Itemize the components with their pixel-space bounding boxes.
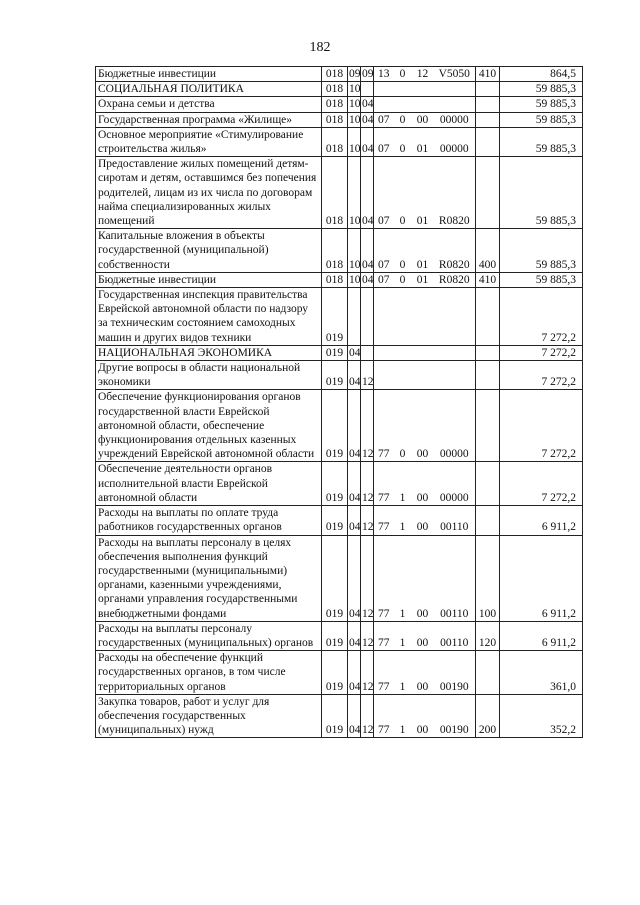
row-code-rz: 10 bbox=[349, 273, 361, 286]
row-code-p1 bbox=[374, 345, 394, 360]
row-code-p2: 1 bbox=[394, 621, 412, 650]
row-code-p3: 00 bbox=[412, 112, 434, 127]
row-code-p2: 1 bbox=[394, 535, 412, 621]
row-code-p2: 1 bbox=[394, 462, 412, 506]
row-amount: 59 885,3 bbox=[500, 272, 583, 287]
row-code-gr: 019 bbox=[322, 288, 348, 346]
row-code-pr: 12 bbox=[361, 651, 374, 695]
row-amount: 7 272,2 bbox=[500, 390, 583, 462]
table-row bbox=[96, 462, 583, 506]
row-code-rz: 04 bbox=[348, 651, 361, 695]
row-code-gr: 018 bbox=[322, 127, 348, 156]
row-code-gr: 019 bbox=[322, 462, 348, 506]
row-amount: 59 885,3 bbox=[500, 127, 583, 156]
row-name: Предоставление жилых помещений детям-сиротам и детям, оставшимся без попечения родителей, лицам из их числа по договорам найма специализированных жилых помещений bbox=[96, 157, 322, 229]
row-code-p3 bbox=[412, 97, 434, 112]
row-code-pr: 12 bbox=[361, 361, 374, 390]
row-amount: 7 272,2 bbox=[500, 361, 583, 390]
row-code-p4: 00000 bbox=[434, 127, 476, 156]
row-code-p4: V5050 bbox=[434, 67, 476, 82]
row-code-p3: 00 bbox=[412, 390, 434, 462]
row-name: Бюджетные инвестиции bbox=[96, 272, 322, 287]
row-code-rz: 10 bbox=[348, 229, 361, 273]
row-code-vr bbox=[476, 506, 500, 535]
table-row bbox=[96, 506, 583, 535]
row-code-rz: 04 bbox=[349, 346, 361, 359]
table-row bbox=[96, 288, 583, 346]
row-code-pr: 12 bbox=[361, 390, 374, 462]
row-code-p4 bbox=[434, 97, 476, 112]
row-code-p2 bbox=[394, 97, 412, 112]
row-code-vr: 410 bbox=[476, 272, 500, 287]
row-code-gr: 019 bbox=[322, 621, 348, 650]
row-code-vr: 400 bbox=[476, 229, 500, 273]
table-row bbox=[96, 272, 583, 287]
row-code-rz: 04 bbox=[348, 694, 361, 738]
row-code-gr: 018 bbox=[322, 67, 348, 82]
row-name: Расходы на выплаты персоналу в целях обеспечения выполнения функций государственными (муниципальными) органами, казенными учреждениями, органами управления государственными внебюджетными фондами bbox=[96, 535, 322, 621]
row-code-p2: 0 bbox=[394, 157, 412, 229]
row-code-p2: 1 bbox=[394, 506, 412, 535]
row-code-vr: 120 bbox=[476, 621, 500, 650]
row-code-rz: 04 bbox=[348, 361, 361, 390]
row-code-p1: 77 bbox=[374, 651, 394, 695]
row-code-vr bbox=[476, 157, 500, 229]
row-code-p4: 00110 bbox=[434, 535, 476, 621]
row-code-p3: 00 bbox=[412, 651, 434, 695]
row-name: Закупка товаров, работ и услуг для обеспечения государственных (муниципальных) нужд bbox=[96, 694, 322, 738]
row-code-gr: 018 bbox=[322, 272, 348, 287]
row-code-p2 bbox=[394, 361, 412, 390]
row-code-p3: 00 bbox=[412, 621, 434, 650]
row-code-p4: R0820 bbox=[434, 157, 476, 229]
row-code-pr bbox=[361, 288, 374, 346]
row-code-vr bbox=[476, 97, 500, 112]
row-code-gr: 018 bbox=[322, 229, 348, 273]
row-code-rz: 04 bbox=[348, 462, 361, 506]
row-amount: 7 272,2 bbox=[500, 345, 583, 360]
row-name: Другие вопросы в области национальной экономики bbox=[96, 361, 322, 390]
row-code-p4: R0820 bbox=[434, 229, 476, 273]
row-code-rz: 04 bbox=[348, 390, 361, 462]
row-code-p4 bbox=[434, 345, 476, 360]
row-code-p3: 01 bbox=[412, 272, 434, 287]
row-amount: 361,0 bbox=[500, 651, 583, 695]
row-code-vr bbox=[476, 390, 500, 462]
row-code-pr bbox=[361, 82, 374, 97]
row-amount: 59 885,3 bbox=[500, 97, 583, 112]
row-code-p4: R0820 bbox=[434, 272, 476, 287]
row-code-p1: 77 bbox=[374, 390, 394, 462]
row-code-p3: 01 bbox=[412, 229, 434, 273]
row-code-p3: 01 bbox=[412, 127, 434, 156]
row-name: Расходы на выплаты по оплате труда работников государственных органов bbox=[96, 506, 322, 535]
row-code-p3 bbox=[412, 82, 434, 97]
row-code-p2: 0 bbox=[394, 229, 412, 273]
row-code-p3 bbox=[412, 361, 434, 390]
row-code-gr: 019 bbox=[322, 345, 348, 360]
row-code-p1: 13 bbox=[374, 67, 394, 82]
table-row bbox=[96, 651, 583, 695]
row-code-pr: 04 bbox=[362, 98, 374, 111]
table-row bbox=[96, 621, 583, 650]
row-code-rz: 10 bbox=[349, 113, 361, 126]
row-code-vr bbox=[476, 651, 500, 695]
row-code-gr: 019 bbox=[322, 535, 348, 621]
row-code-rz: 10 bbox=[349, 83, 361, 96]
row-amount: 7 272,2 bbox=[500, 462, 583, 506]
row-code-rz: 10 bbox=[348, 127, 361, 156]
row-code-p3: 00 bbox=[412, 462, 434, 506]
table-body bbox=[96, 67, 583, 738]
row-code-p1: 07 bbox=[374, 127, 394, 156]
row-name: Бюджетные инвестиции bbox=[96, 67, 322, 82]
row-code-p3 bbox=[412, 288, 434, 346]
table-row bbox=[96, 390, 583, 462]
row-code-pr: 12 bbox=[361, 462, 374, 506]
row-name: Обеспечение деятельности органов исполнительной власти Еврейской автономной области bbox=[96, 462, 322, 506]
row-amount: 6 911,2 bbox=[500, 621, 583, 650]
row-code-p1 bbox=[374, 97, 394, 112]
row-code-pr: 04 bbox=[361, 157, 374, 229]
table-row bbox=[96, 694, 583, 738]
row-code-vr bbox=[476, 112, 500, 127]
row-code-p4: 00000 bbox=[434, 462, 476, 506]
row-code-vr: 200 bbox=[476, 694, 500, 738]
row-code-vr: 100 bbox=[476, 535, 500, 621]
row-code-p1 bbox=[374, 361, 394, 390]
row-code-p2: 1 bbox=[394, 694, 412, 738]
row-amount: 6 911,2 bbox=[500, 506, 583, 535]
row-code-pr: 12 bbox=[361, 506, 374, 535]
row-code-p4: 00190 bbox=[434, 694, 476, 738]
table-row bbox=[96, 345, 583, 360]
row-amount: 7 272,2 bbox=[500, 288, 583, 346]
row-code-p4 bbox=[434, 361, 476, 390]
row-name: Основное мероприятие «Стимулирование строительства жилья» bbox=[96, 127, 322, 156]
row-code-rz bbox=[348, 288, 361, 346]
table-row bbox=[96, 67, 583, 82]
table-row bbox=[96, 535, 583, 621]
row-name: Охрана семьи и детства bbox=[96, 97, 322, 112]
table-row bbox=[96, 82, 583, 97]
row-amount: 352,2 bbox=[500, 694, 583, 738]
row-amount: 59 885,3 bbox=[500, 157, 583, 229]
row-code-p1: 77 bbox=[374, 506, 394, 535]
row-code-p1: 77 bbox=[374, 462, 394, 506]
row-code-p2 bbox=[394, 345, 412, 360]
row-amount: 864,5 bbox=[500, 67, 583, 82]
table-row bbox=[96, 97, 583, 112]
row-code-pr: 12 bbox=[361, 621, 374, 650]
row-name: Расходы на выплаты персоналу государственных (муниципальных) органов bbox=[96, 621, 322, 650]
row-code-pr: 04 bbox=[362, 113, 374, 126]
table-row bbox=[96, 127, 583, 156]
row-code-p4: 00110 bbox=[434, 506, 476, 535]
row-code-rz: 04 bbox=[348, 506, 361, 535]
row-name: НАЦИОНАЛЬНАЯ ЭКОНОМИКА bbox=[96, 345, 322, 360]
row-code-rz: 04 bbox=[348, 621, 361, 650]
row-code-p3: 00 bbox=[412, 506, 434, 535]
row-amount: 59 885,3 bbox=[500, 229, 583, 273]
row-name: Расходы на обеспечение функций государственных органов, в том числе территориальных органов bbox=[96, 651, 322, 695]
row-code-rz: 10 bbox=[349, 98, 361, 111]
row-code-p2 bbox=[394, 288, 412, 346]
row-code-p1: 07 bbox=[374, 272, 394, 287]
row-code-gr: 018 bbox=[322, 157, 348, 229]
row-code-pr: 09 bbox=[362, 68, 374, 80]
row-code-p2: 0 bbox=[394, 272, 412, 287]
row-code-gr: 019 bbox=[322, 506, 348, 535]
row-code-p1: 07 bbox=[374, 157, 394, 229]
row-code-vr bbox=[476, 288, 500, 346]
row-code-rz: 10 bbox=[348, 157, 361, 229]
row-code-pr: 04 bbox=[361, 229, 374, 273]
row-code-p3: 12 bbox=[412, 67, 434, 82]
row-code-vr bbox=[476, 127, 500, 156]
table-row bbox=[96, 157, 583, 229]
row-code-p4 bbox=[434, 82, 476, 97]
row-code-gr: 019 bbox=[322, 651, 348, 695]
page-number: 182 bbox=[309, 40, 331, 55]
row-code-pr: 04 bbox=[361, 127, 374, 156]
row-code-p1 bbox=[374, 288, 394, 346]
row-code-p1: 77 bbox=[374, 621, 394, 650]
table-row bbox=[96, 361, 583, 390]
row-code-gr: 018 bbox=[322, 97, 348, 112]
row-code-p4 bbox=[434, 288, 476, 346]
row-code-p2: 0 bbox=[394, 390, 412, 462]
row-code-p1: 07 bbox=[374, 112, 394, 127]
row-code-rz: 09 bbox=[349, 68, 361, 80]
row-code-rz: 04 bbox=[348, 535, 361, 621]
row-code-pr: 12 bbox=[361, 535, 374, 621]
table-row bbox=[96, 229, 583, 273]
row-code-p4: 00000 bbox=[434, 112, 476, 127]
row-code-vr bbox=[476, 345, 500, 360]
row-amount: 6 911,2 bbox=[500, 535, 583, 621]
row-code-p2: 0 bbox=[394, 112, 412, 127]
row-code-pr: 12 bbox=[361, 694, 374, 738]
row-code-gr: 019 bbox=[322, 694, 348, 738]
row-name: Обеспечение функционирования органов государственной власти Еврейской автономной области, обеспечение функционирования отдельных казенных учреждений Еврейской автономной области bbox=[96, 390, 322, 462]
row-name: Государственная инспекция правительства Еврейской автономной области по надзору за техническим состоянием самоходных машин и других видов техники bbox=[96, 288, 322, 346]
row-code-p3: 00 bbox=[412, 535, 434, 621]
budget-table bbox=[95, 66, 583, 738]
row-amount: 59 885,3 bbox=[500, 82, 583, 97]
row-name: СОЦИАЛЬНАЯ ПОЛИТИКА bbox=[96, 82, 322, 97]
row-code-p4: 00110 bbox=[434, 621, 476, 650]
row-code-pr: 04 bbox=[362, 273, 374, 286]
row-code-gr: 018 bbox=[322, 82, 348, 97]
row-name: Капитальные вложения в объекты государственной (муниципальной) собственности bbox=[96, 229, 322, 273]
row-code-vr bbox=[476, 361, 500, 390]
row-code-p3 bbox=[412, 345, 434, 360]
row-name: Государственная программа «Жилище» bbox=[96, 112, 322, 127]
table-row bbox=[96, 112, 583, 127]
row-code-p2: 0 bbox=[394, 67, 412, 82]
row-code-p4: 00190 bbox=[434, 651, 476, 695]
row-amount: 59 885,3 bbox=[500, 112, 583, 127]
row-code-gr: 019 bbox=[322, 390, 348, 462]
row-code-p3: 01 bbox=[412, 157, 434, 229]
row-code-gr: 018 bbox=[322, 112, 348, 127]
row-code-vr bbox=[476, 82, 500, 97]
row-code-p2 bbox=[394, 82, 412, 97]
row-code-p1: 77 bbox=[374, 694, 394, 738]
row-code-p3: 00 bbox=[412, 694, 434, 738]
row-code-gr: 019 bbox=[322, 361, 348, 390]
row-code-p1: 77 bbox=[374, 535, 394, 621]
row-code-vr: 410 bbox=[476, 67, 500, 82]
row-code-p1: 07 bbox=[374, 229, 394, 273]
row-code-p4: 00000 bbox=[434, 390, 476, 462]
row-code-pr bbox=[361, 345, 374, 360]
row-code-vr bbox=[476, 462, 500, 506]
row-code-p1 bbox=[374, 82, 394, 97]
row-code-p2: 0 bbox=[394, 127, 412, 156]
row-code-p2: 1 bbox=[394, 651, 412, 695]
